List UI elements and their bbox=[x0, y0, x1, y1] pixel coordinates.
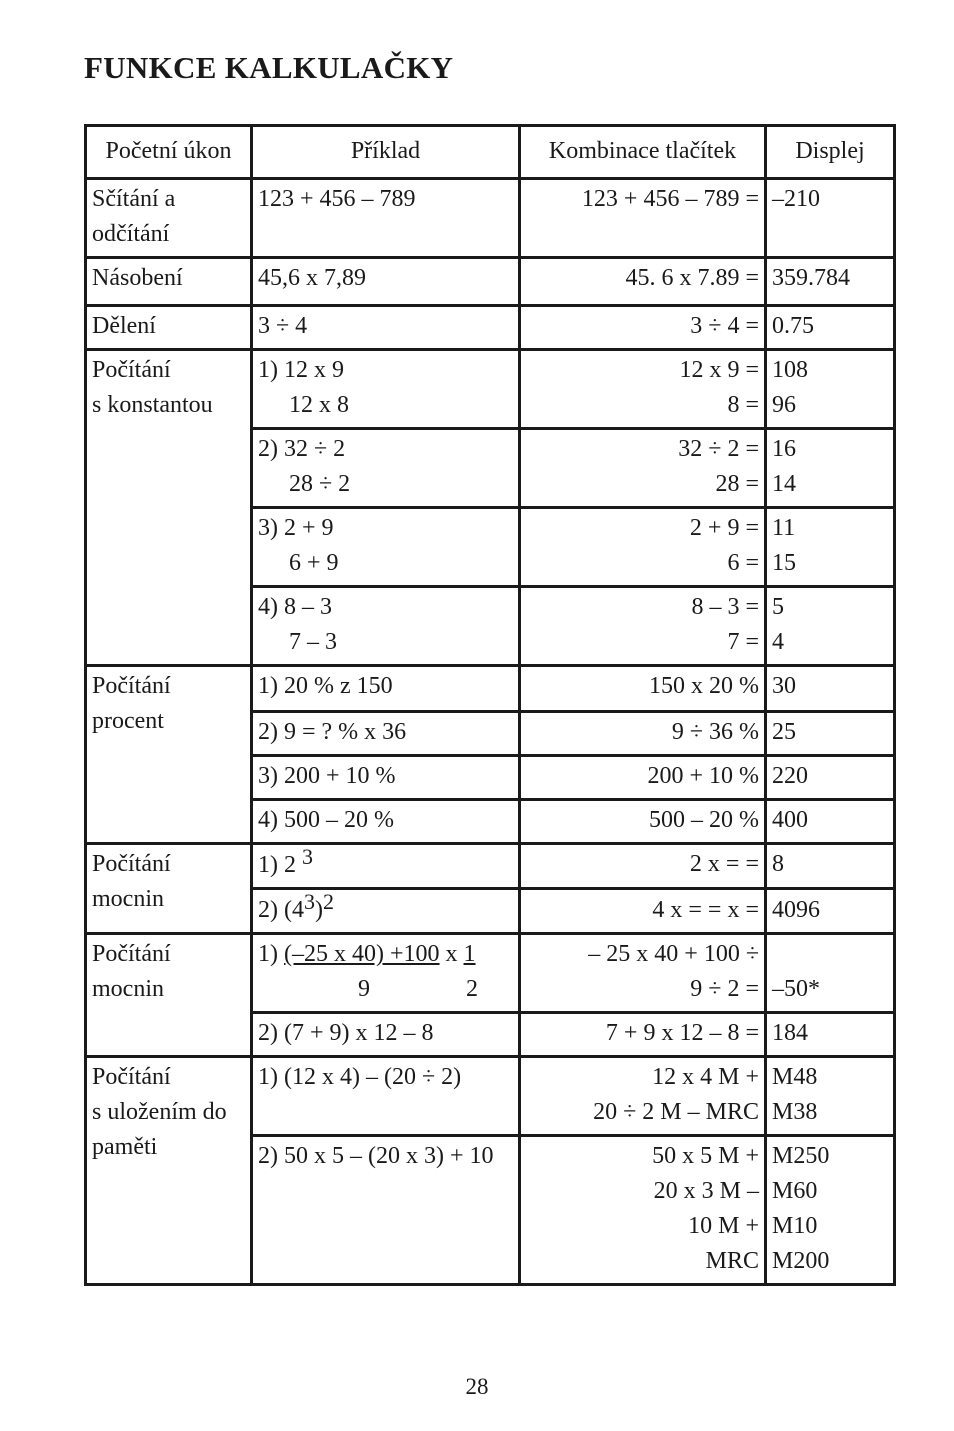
operation-label: Počítání bbox=[92, 673, 171, 699]
keys-cell: 150 x 20 % bbox=[520, 666, 766, 712]
operation-label: mocnin bbox=[92, 976, 164, 1002]
example-line: 28 ÷ 2 bbox=[289, 471, 351, 497]
display-cell: 0.75 bbox=[766, 306, 895, 350]
table-row bbox=[86, 306, 895, 350]
operation-label: paměti bbox=[92, 1134, 158, 1160]
display-cell: 184 bbox=[766, 1013, 895, 1057]
fraction-denominator: 9 bbox=[358, 976, 370, 1002]
calculator-functions-table bbox=[84, 124, 896, 1286]
keys-cell: 123 + 456 – 789 = bbox=[520, 179, 766, 258]
fraction-denominators bbox=[258, 972, 513, 1007]
keys-cell bbox=[520, 429, 766, 508]
example-line: 3) 2 + 9 bbox=[258, 515, 334, 541]
keys-line: 20 ÷ 2 M – MRC bbox=[593, 1099, 759, 1125]
display-line: M38 bbox=[772, 1099, 818, 1125]
table-row bbox=[86, 666, 895, 712]
operation-cell bbox=[86, 844, 252, 934]
example-line: 2) 32 ÷ 2 bbox=[258, 436, 346, 462]
operation-label: Počítání bbox=[92, 941, 171, 967]
keys-cell bbox=[520, 934, 766, 1013]
fraction-numerator: (–25 x 40) +100 bbox=[284, 941, 440, 967]
example-prefix: 1) bbox=[258, 941, 284, 967]
page-number: 28 bbox=[465, 1374, 489, 1399]
power-base: 2) (4 bbox=[258, 897, 304, 923]
operation-label: Sčítání a bbox=[92, 186, 176, 212]
example-cell: 123 + 456 – 789 bbox=[252, 179, 520, 258]
example-line: 7 – 3 bbox=[289, 629, 337, 655]
example-line: 12 x 8 bbox=[289, 392, 349, 418]
operation-cell: Dělení bbox=[86, 306, 252, 350]
keys-cell bbox=[520, 508, 766, 587]
table-row bbox=[86, 844, 895, 889]
header-key-combination: Kombinace tlačítek bbox=[520, 126, 766, 179]
display-cell: 4096 bbox=[766, 889, 895, 934]
keys-line: 12 x 4 M + bbox=[652, 1064, 759, 1090]
keys-cell: 500 – 20 % bbox=[520, 800, 766, 844]
header-display: Displej bbox=[766, 126, 895, 179]
keys-cell: 3 ÷ 4 = bbox=[520, 306, 766, 350]
operation-cell bbox=[86, 350, 252, 666]
display-cell bbox=[766, 350, 895, 429]
fraction-denominator: 2 bbox=[466, 976, 478, 1002]
keys-line: 10 M + bbox=[688, 1213, 759, 1239]
keys-cell bbox=[520, 1057, 766, 1136]
example-cell: 3) 200 + 10 % bbox=[252, 756, 520, 800]
header-operation: Početní úkon bbox=[86, 126, 252, 179]
keys-line: 8 = bbox=[727, 392, 759, 418]
display-line: M60 bbox=[772, 1178, 818, 1204]
example-cell bbox=[252, 508, 520, 587]
display-line: 5 bbox=[772, 594, 784, 620]
example-cell bbox=[252, 587, 520, 666]
keys-cell: 4 x = = x = bbox=[520, 889, 766, 934]
example-cell bbox=[252, 889, 520, 934]
table-row bbox=[86, 179, 895, 258]
operation-cell bbox=[86, 666, 252, 844]
example-cell bbox=[252, 429, 520, 508]
display-line: M250 bbox=[772, 1143, 830, 1169]
keys-cell: 9 ÷ 36 % bbox=[520, 712, 766, 756]
operation-label: odčítání bbox=[92, 221, 170, 247]
operation-label: s uložením do bbox=[92, 1099, 227, 1125]
display-line: 15 bbox=[772, 550, 796, 576]
power-exponent: 3 bbox=[302, 844, 313, 869]
power-exponent: 3 bbox=[303, 889, 315, 914]
keys-cell: 200 + 10 % bbox=[520, 756, 766, 800]
power-base: 1) 2 bbox=[258, 852, 296, 878]
keys-cell: 2 x = = bbox=[520, 844, 766, 889]
operation-cell: Násobení bbox=[86, 258, 252, 306]
display-line: 96 bbox=[772, 392, 796, 418]
table-row bbox=[86, 934, 895, 1013]
fraction-expression bbox=[258, 937, 513, 972]
display-cell: 400 bbox=[766, 800, 895, 844]
keys-line: 50 x 5 M + bbox=[652, 1143, 759, 1169]
display-line: 11 bbox=[772, 515, 796, 541]
keys-line: 8 – 3 = bbox=[691, 594, 759, 620]
keys-line: 6 = bbox=[727, 550, 759, 576]
display-line: M48 bbox=[772, 1064, 818, 1090]
operation-cell bbox=[86, 179, 252, 258]
table-header-row bbox=[86, 126, 895, 179]
keys-cell: 7 + 9 x 12 – 8 = bbox=[520, 1013, 766, 1057]
operation-label: Počítání bbox=[92, 851, 171, 877]
example-cell bbox=[252, 350, 520, 429]
table-row bbox=[86, 350, 895, 429]
display-cell: –50* bbox=[766, 934, 895, 1013]
keys-line: 32 ÷ 2 = bbox=[678, 436, 759, 462]
example-cell bbox=[252, 844, 520, 889]
display-line: 4 bbox=[772, 629, 784, 655]
table-row bbox=[86, 1057, 895, 1136]
operation-label: procent bbox=[92, 708, 164, 734]
example-cell: 2) 50 x 5 – (20 x 3) + 10 bbox=[252, 1136, 520, 1285]
example-cell: 3 ÷ 4 bbox=[252, 306, 520, 350]
keys-cell bbox=[520, 1136, 766, 1285]
table-row bbox=[86, 258, 895, 306]
display-cell: 359.784 bbox=[766, 258, 895, 306]
keys-line: 20 x 3 M – bbox=[653, 1178, 759, 1204]
keys-line: 28 = bbox=[715, 471, 759, 497]
example-cell: 2) (7 + 9) x 12 – 8 bbox=[252, 1013, 520, 1057]
display-cell: 8 bbox=[766, 844, 895, 889]
keys-cell bbox=[520, 350, 766, 429]
keys-line: – 25 x 40 + 100 ÷ bbox=[588, 941, 759, 967]
keys-cell bbox=[520, 587, 766, 666]
display-line: M200 bbox=[772, 1248, 830, 1274]
example-cell: 1) (12 x 4) – (20 ÷ 2) bbox=[252, 1057, 520, 1136]
power-close-paren: ) bbox=[314, 897, 323, 923]
page-title: FUNKCE KALKULAČKY bbox=[84, 50, 454, 85]
fraction-numerator: 1 bbox=[463, 941, 476, 967]
example-line: 6 + 9 bbox=[289, 550, 339, 576]
keys-line: 7 = bbox=[727, 629, 759, 655]
keys-cell: 45. 6 x 7.89 = bbox=[520, 258, 766, 306]
header-example: Příklad bbox=[252, 126, 520, 179]
display-cell: –210 bbox=[766, 179, 895, 258]
display-cell bbox=[766, 508, 895, 587]
display-line: 108 bbox=[772, 357, 808, 383]
display-cell bbox=[766, 1057, 895, 1136]
display-cell bbox=[766, 429, 895, 508]
display-cell bbox=[766, 1136, 895, 1285]
operation-label: Počítání bbox=[92, 1064, 171, 1090]
keys-line: 9 ÷ 2 = bbox=[690, 976, 759, 1002]
operation-cell bbox=[86, 934, 252, 1057]
example-cell: 4) 500 – 20 % bbox=[252, 800, 520, 844]
display-line: 14 bbox=[772, 471, 796, 497]
display-cell bbox=[766, 587, 895, 666]
keys-line: 12 x 9 = bbox=[679, 357, 759, 383]
display-line: 16 bbox=[772, 436, 796, 462]
operation-label: s konstantou bbox=[92, 392, 213, 418]
display-line: M10 bbox=[772, 1213, 818, 1239]
operation-cell bbox=[86, 1057, 252, 1285]
display-cell: 30 bbox=[766, 666, 895, 712]
power-exponent: 2 bbox=[322, 889, 334, 914]
times-sign: x bbox=[439, 941, 464, 967]
keys-line: MRC bbox=[705, 1248, 759, 1274]
display-cell: 25 bbox=[766, 712, 895, 756]
example-cell bbox=[252, 934, 520, 1013]
operation-label: mocnin bbox=[92, 886, 164, 912]
operation-label: Počítání bbox=[92, 357, 171, 383]
example-line: 4) 8 – 3 bbox=[258, 594, 332, 620]
example-line: 1) 12 x 9 bbox=[258, 357, 344, 383]
example-cell: 1) 20 % z 150 bbox=[252, 666, 520, 712]
example-cell: 2) 9 = ? % x 36 bbox=[252, 712, 520, 756]
display-cell: 220 bbox=[766, 756, 895, 800]
keys-line: 2 + 9 = bbox=[689, 515, 759, 541]
example-cell: 45,6 x 7,89 bbox=[252, 258, 520, 306]
